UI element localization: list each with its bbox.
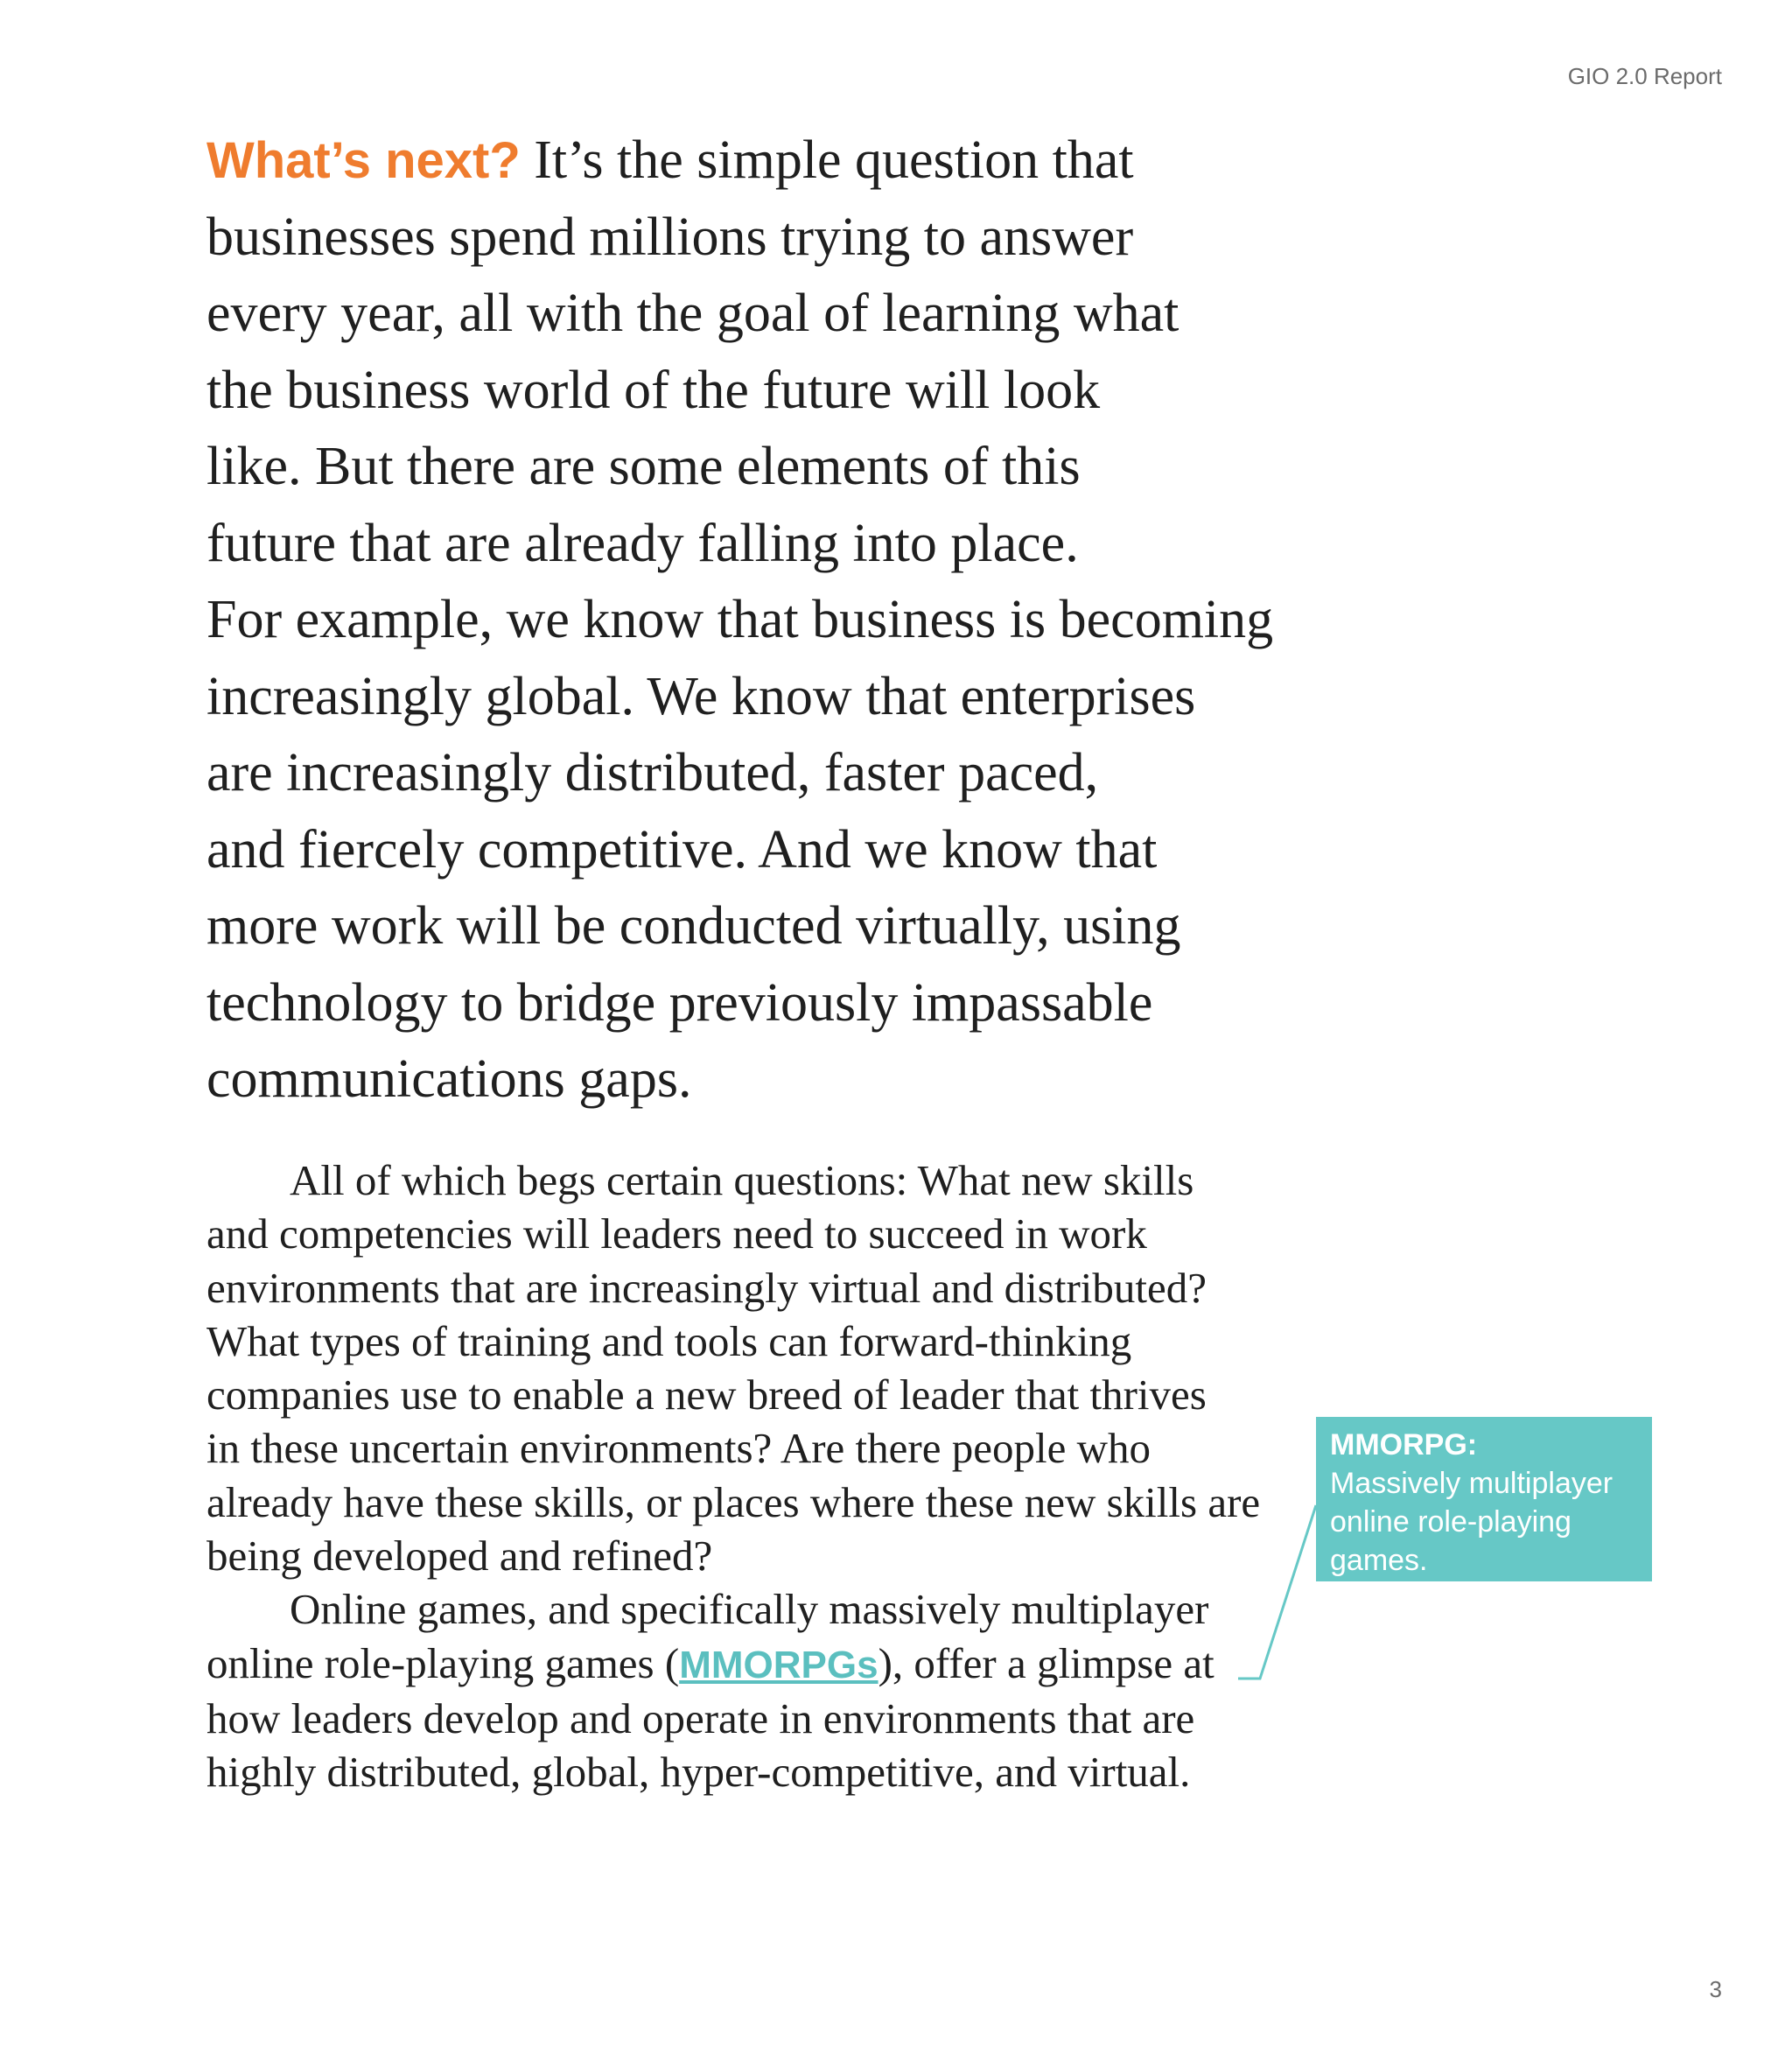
body-line: companies use to enable a new breed of leader that thrives: [206, 1370, 1207, 1420]
body-text-fragment: ), offer a glimpse at: [878, 1638, 1214, 1687]
intro-line: technology to bridge previously impassable: [206, 972, 1153, 1033]
body-line: already have these skills, or places where these new skills are: [206, 1477, 1261, 1526]
intro-line: more work will be conducted virtually, using: [206, 896, 1181, 956]
intro-line: and fiercely competitive. And we know that: [206, 819, 1158, 880]
intro-line: [206, 123, 1256, 200]
body-line: Online games, and specifically massively multiplayer: [290, 1585, 1209, 1634]
intro-line: For example, we know that business is becoming: [206, 590, 1274, 649]
body-line: environments that are increasingly virtual and distributed?: [206, 1263, 1207, 1312]
body-line: and competencies will leaders need to succeed in work: [206, 1209, 1147, 1258]
intro-line: businesses spend millions trying to answer: [206, 207, 1134, 267]
intro-line: are increasingly distributed, faster paced,: [206, 743, 1099, 803]
intro-line: the business world of the future will look: [206, 360, 1101, 420]
body-line: being developed and refined?: [206, 1532, 713, 1581]
body-paragraphs: [206, 1153, 1274, 1799]
page-number: 3: [1709, 1976, 1722, 2002]
intro-line: every year, all with the goal of learning what: [206, 284, 1180, 343]
body-line: All of which begs certain questions: What new skills: [290, 1156, 1194, 1204]
intro-line: increasingly global. We know that enterprises: [206, 666, 1196, 726]
report-header: GIO 2.0 Report: [1567, 63, 1722, 89]
intro-line: communications gaps.: [206, 1049, 692, 1109]
body-line: in these uncertain environments? Are there people who: [206, 1424, 1151, 1473]
body-line: how leaders develop and operate in environments that are: [206, 1693, 1195, 1742]
intro-line-text: It’s the simple question that: [520, 130, 1134, 190]
body-line: [206, 1637, 1274, 1692]
body-line: What types of training and tools can forward-thinking: [206, 1316, 1132, 1365]
intro-line: future that are already falling into place.: [206, 513, 1079, 573]
callout-term: MMORPG:: [1330, 1428, 1478, 1462]
mmorpg-glossary-link[interactable]: MMORPGs: [679, 1643, 878, 1686]
glossary-callout: [1316, 1417, 1652, 1581]
callout-definition: Massively multiplayer online role-playing games.: [1330, 1467, 1614, 1577]
intro-line: like. But there are some elements of this: [206, 437, 1081, 496]
intro-paragraph: [206, 123, 1274, 1118]
body-line: highly distributed, global, hyper-competitive, and virtual.: [206, 1748, 1191, 1797]
body-text-fragment: online role-playing games (: [206, 1638, 680, 1687]
intro-lead: What’s next?: [206, 132, 521, 189]
